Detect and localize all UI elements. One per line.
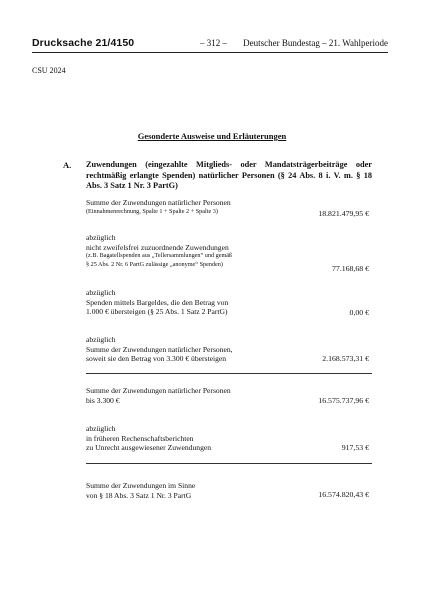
row-label: nicht zweifelsfrei zuzuordnende Zuwendungen	[86, 242, 229, 252]
page-heading: Gesonderte Ausweise und Erläuterungen	[137, 131, 287, 141]
row-label: Summe der Zuwendungen im Sinne	[86, 481, 196, 490]
row-note: (Einnahmenrechnung, Spalte 1 + Spalte 2 + Spalte 3)	[86, 207, 218, 215]
row-label: Spenden mittels Bargeldes, die den Betrag von	[86, 297, 229, 307]
row-label: abzüglich	[86, 288, 116, 297]
page-number: – 312 –	[200, 38, 227, 48]
row-amount: 0,00 €	[349, 308, 369, 317]
row-label: von § 18 Abs. 3 Satz 1 Nr. 3 PartG	[86, 490, 192, 500]
document-number: Drucksache 21/4150	[32, 37, 135, 49]
header-divider	[32, 52, 388, 53]
row-label: Summe der Zuwendungen natürlicher Personen	[86, 386, 231, 395]
section-letter: A.	[63, 160, 72, 170]
row-amount: 18.821.479,95 €	[318, 209, 369, 218]
row-label: soweit sie den Betrag von 3.300 € übersteigen	[86, 354, 227, 364]
row-note: § 25 Abs. 2 Nr. 6 PartG zulässige „anonyme“ Spenden)	[86, 260, 223, 268]
row-note: (z.B. Bagatellspenden aus „Tellersammlungen“ und gemäß	[86, 252, 233, 260]
row-unattributable-donations	[86, 233, 374, 270]
row-label: in früheren Rechenschaftsberichten	[86, 433, 194, 443]
row-label: Summe der Zuwendungen natürlicher Personen	[86, 198, 231, 207]
party-year-label: CSU 2024	[32, 66, 66, 75]
row-amount: 16.575.737,96 €	[318, 396, 369, 405]
row-label: abzüglich	[86, 424, 116, 433]
section-title: Zuwendungen (eingezahlte Mitglieds- oder Mandatsträgerbeiträge oder rechtmäßig erlangte Spenden) natürlicher Personen (§ 24 Abs. 8 i. V. m. § 18 Abs. 3 Satz 1 Nr. 3 PartG)	[86, 160, 372, 190]
row-label: Summe der Zuwendungen natürlicher Personen,	[86, 344, 233, 354]
divider	[86, 463, 372, 464]
row-label: abzüglich	[86, 233, 116, 242]
divider	[86, 373, 372, 374]
parliament-period: Deutscher Bundestag – 21. Wahlperiode	[243, 38, 388, 48]
row-label: zu Unrecht ausgewiesener Zuwendungen	[86, 443, 212, 453]
row-cash-donations	[86, 288, 374, 317]
row-label: bis 3.300 €	[86, 395, 120, 405]
row-label: 1.000 € übersteigen (§ 25 Abs. 1 Satz 2 PartG)	[86, 307, 228, 317]
row-amount: 77.168,68 €	[331, 264, 369, 273]
row-prior-reports-correction	[86, 424, 374, 453]
row-amount: 917,53 €	[341, 443, 369, 452]
row-amount: 16.574.820,43 €	[318, 490, 369, 499]
row-amount: 2.168.573,31 €	[322, 354, 369, 363]
row-label: abzüglich	[86, 335, 116, 344]
